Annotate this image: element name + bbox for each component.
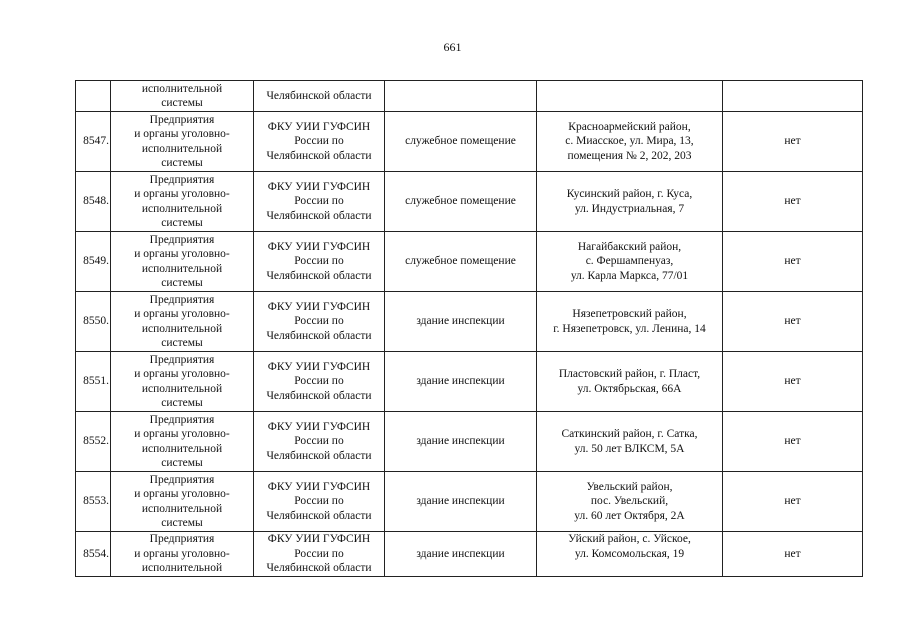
table-body [76, 81, 863, 577]
sector-cell-line: системы [161, 517, 203, 529]
address-cell-line: пос. Увельский, [590, 495, 669, 508]
address-cell-line: ул. Карла Маркса, 77/01 [570, 269, 689, 282]
note-cell: нет [723, 112, 863, 172]
organization-cell-line: Челябинской области [266, 269, 372, 282]
address-cell-line: Уйский район, с. Уйское, [568, 533, 691, 545]
table-row [76, 352, 863, 412]
organization-cell-line: России по [294, 495, 344, 508]
sector-cell-line: Предприятия [149, 413, 215, 426]
row-number-cell: 8551. [76, 352, 111, 412]
row-number-cell: 8547. [76, 112, 111, 172]
row-number-cell: 8548. [76, 172, 111, 232]
sector-cell-line: Предприятия [149, 533, 215, 545]
sector-cell-line: и органы уголовно- [134, 248, 230, 260]
address-cell-line: ул. 60 лет Октября, 2А [574, 509, 685, 522]
address-cell-line: Саткинский район, г. Сатка, [561, 428, 698, 440]
address-cell-line: Нагайбакский район, [577, 240, 682, 253]
table-row [76, 232, 863, 292]
organization-cell-line: России по [294, 547, 344, 560]
sector-cell-line: исполнительной [141, 562, 223, 574]
row-number-cell: 8552. [76, 412, 111, 472]
sector-cell-line: Предприятия [149, 473, 215, 486]
note-cell: нет [723, 292, 863, 352]
organization-cell-line: Челябинской области [266, 449, 372, 462]
sector-cell-line: Предприятия [149, 173, 215, 186]
address-cell-line: Кусинский район, г. Куса, [566, 188, 693, 200]
address-cell-line: помещения № 2, 202, 203 [567, 149, 692, 162]
premises-type-cell: здание инспекции [385, 292, 537, 352]
organization-cell-line: Челябинской области [266, 329, 372, 342]
sector-cell-line: системы [161, 277, 203, 289]
note-cell: нет [723, 412, 863, 472]
organization-cell [254, 292, 385, 352]
organization-cell-line: Челябинской области [266, 389, 372, 402]
note-cell: нет [723, 172, 863, 232]
premises-type-cell: служебное помещение [385, 232, 537, 292]
address-cell [537, 412, 723, 472]
address-cell-line: г. Нязепетровск, ул. Ленина, 14 [553, 322, 706, 335]
premises-type-cell: служебное помещение [385, 172, 537, 232]
sector-cell-line: исполнительной [141, 382, 223, 395]
sector-cell-line: системы [161, 337, 203, 349]
organization-cell-line: Челябинской области [266, 149, 372, 162]
sector-cell-line: исполнительной [141, 322, 223, 335]
sector-cell-line: исполнительной [141, 142, 223, 155]
table-row-continuation [76, 81, 863, 112]
address-cell-line: Пластовский район, г. Пласт, [558, 368, 701, 380]
table-row [76, 532, 863, 577]
organization-cell [254, 472, 385, 532]
sector-cell [111, 81, 254, 112]
organization-cell-line: России по [294, 195, 344, 208]
organization-cell-line: Челябинской области [266, 89, 372, 102]
sector-cell [111, 232, 254, 292]
table-row [76, 112, 863, 172]
organization-cell-line: Челябинской области [266, 562, 372, 574]
address-cell-line: ул. Комсомольская, 19 [574, 547, 685, 560]
address-cell [537, 352, 723, 412]
table-row [76, 472, 863, 532]
organization-cell-line: ФКУ УИИ ГУФСИН [267, 360, 371, 373]
registry-table [75, 80, 863, 577]
premises-type-cell: здание инспекции [385, 472, 537, 532]
organization-cell [254, 412, 385, 472]
page-number: 661 [443, 40, 462, 54]
sector-cell-line: исполнительной [141, 262, 223, 275]
row-number-cell: 8553. [76, 472, 111, 532]
address-cell-line: ул. Индустриальная, 7 [574, 202, 685, 215]
organization-cell [254, 232, 385, 292]
organization-cell-line: ФКУ УИИ ГУФСИН [267, 120, 371, 133]
organization-cell-line: ФКУ УИИ ГУФСИН [267, 480, 371, 493]
organization-cell-line: России по [294, 135, 344, 148]
address-cell-line: ул. Октябрьская, 66А [577, 382, 682, 395]
table-row [76, 172, 863, 232]
organization-cell-line: России по [294, 375, 344, 388]
organization-cell-line: России по [294, 255, 344, 268]
row-number-cell [76, 81, 111, 112]
organization-cell [254, 112, 385, 172]
organization-cell-line: России по [294, 435, 344, 448]
address-cell [537, 472, 723, 532]
sector-cell-line: исполнительной [141, 502, 223, 515]
organization-cell [254, 172, 385, 232]
sector-cell [111, 412, 254, 472]
sector-cell [111, 532, 254, 577]
sector-cell-line: Предприятия [149, 233, 215, 246]
note-cell: нет [723, 532, 863, 577]
sector-cell-line: и органы уголовно- [134, 368, 230, 380]
sector-cell-line: Предприятия [149, 353, 215, 366]
address-cell-line: Увельский район, [586, 480, 673, 493]
address-cell [537, 112, 723, 172]
organization-cell-line: ФКУ УИИ ГУФСИН [267, 533, 371, 545]
sector-cell-line: и органы уголовно- [134, 128, 230, 140]
sector-cell-line: системы [161, 97, 203, 109]
sector-cell [111, 292, 254, 352]
sector-cell-line: Предприятия [149, 113, 215, 126]
sector-cell [111, 352, 254, 412]
address-cell-line: с. Миасское, ул. Мира, 13, [565, 135, 694, 148]
organization-cell-line: ФКУ УИИ ГУФСИН [267, 240, 371, 253]
address-cell [537, 232, 723, 292]
sector-cell-line: исполнительной [141, 82, 223, 95]
address-cell-line: ул. 50 лет ВЛКСМ, 5А [574, 442, 685, 455]
sector-cell-line: системы [161, 397, 203, 409]
premises-type-cell: здание инспекции [385, 532, 537, 577]
sector-cell [111, 472, 254, 532]
premises-type-cell: здание инспекции [385, 412, 537, 472]
sector-cell-line: и органы уголовно- [134, 547, 230, 560]
sector-cell-line: и органы уголовно- [134, 188, 230, 200]
row-number-cell: 8554. [76, 532, 111, 577]
organization-cell-line: Челябинской области [266, 509, 372, 522]
sector-cell-line: системы [161, 217, 203, 229]
address-cell-line: Красноармейский район, [568, 120, 691, 133]
row-number-cell: 8549. [76, 232, 111, 292]
premises-type-cell: служебное помещение [385, 112, 537, 172]
organization-cell-line: ФКУ УИИ ГУФСИН [267, 300, 371, 313]
table-row [76, 292, 863, 352]
premises-type-cell: здание инспекции [385, 352, 537, 412]
address-cell [537, 532, 723, 577]
address-cell [537, 292, 723, 352]
address-cell-line: с. Фершампенуаз, [585, 255, 674, 268]
sector-cell-line: системы [161, 457, 203, 469]
note-cell: нет [723, 232, 863, 292]
note-cell: нет [723, 352, 863, 412]
sector-cell-line: и органы уголовно- [134, 308, 230, 320]
organization-cell-line: ФКУ УИИ ГУФСИН [267, 180, 371, 193]
premises-type-cell [385, 81, 537, 112]
row-number-cell: 8550. [76, 292, 111, 352]
sector-cell-line: исполнительной [141, 202, 223, 215]
sector-cell [111, 172, 254, 232]
organization-cell-line: ФКУ УИИ ГУФСИН [267, 420, 371, 433]
organization-cell [254, 352, 385, 412]
organization-cell-line: России по [294, 315, 344, 328]
table-row [76, 412, 863, 472]
note-cell: нет [723, 472, 863, 532]
organization-cell [254, 81, 385, 112]
sector-cell [111, 112, 254, 172]
address-cell-line: Нязепетровский район, [572, 308, 687, 320]
sector-cell-line: Предприятия [149, 293, 215, 306]
note-cell [723, 81, 863, 112]
organization-cell [254, 532, 385, 577]
sector-cell-line: и органы уголовно- [134, 488, 230, 500]
address-cell [537, 172, 723, 232]
address-cell [537, 81, 723, 112]
organization-cell-line: Челябинской области [266, 209, 372, 222]
sector-cell-line: и органы уголовно- [134, 428, 230, 440]
sector-cell-line: исполнительной [141, 442, 223, 455]
sector-cell-line: системы [161, 157, 203, 169]
